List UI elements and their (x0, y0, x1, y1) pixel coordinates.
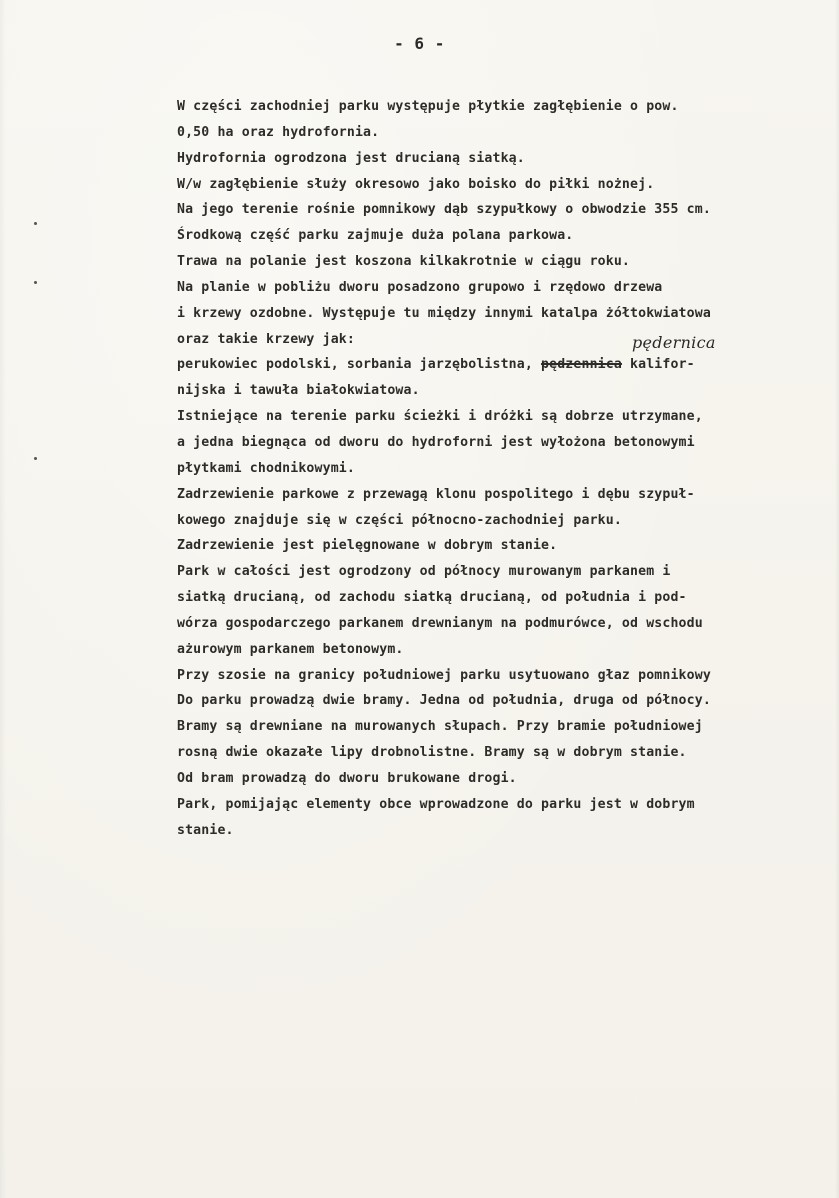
text-line: Trawa na polanie jest koszona kilkakrotnie w ciągu roku. (177, 254, 631, 270)
text-line: Na jego terenie rośnie pomnikowy dąb szypułkowy o obwodzie 355 cm. (177, 202, 711, 218)
text-line (177, 352, 837, 378)
text-line: Istniejące na terenie parku ścieżki i dróżki są dobrze utrzymane, (177, 409, 703, 425)
text-line: W/w zagłębienie służy okresowo jako boisko do piłki nożnej. (177, 176, 655, 192)
text-segment: kalifor- (621, 357, 695, 373)
text-line: Od bram prowadzą do dworu brukowane drogi. (177, 770, 517, 786)
text-line: Hydrofornia ogrodzona jest drucianą siatką. (177, 150, 525, 166)
text-line: Zadrzewienie jest pielęgnowane w dobrym stanie. (177, 538, 558, 554)
margin-dot-mark (34, 222, 37, 225)
text-line: Park, pomijając elementy obce wprowadzone do parku jest w dobrym (177, 796, 695, 812)
text-line: Do parku prowadzą dwie bramy. Jedna od południa, druga od północy. (177, 693, 711, 709)
text-line: Bramy są drewniane na murowanych słupach. Przy bramie południowej (177, 719, 703, 735)
margin-dot-mark (34, 281, 37, 284)
page-number: - 6 - (394, 34, 445, 53)
text-line: Na planie w pobliżu dworu posadzono grupowo i rzędowo drzewa (177, 279, 663, 295)
text-line: Przy szosie na granicy południowej parku usytuowano głaz pomnikowy (177, 667, 711, 683)
text-line: nijska i tawuła białokwiatowa. (177, 383, 420, 399)
handwritten-correction: pędernica (632, 333, 716, 352)
text-line: wórza gospodarczego parkanem drewnianym na podmurówce, od wschodu (177, 615, 703, 631)
text-line: rosną dwie okazałe lipy drobnolistne. Bramy są w dobrym stanie. (177, 745, 687, 761)
text-line: W części zachodniej parku występuje płytkie zagłębienie o pow. (177, 99, 679, 114)
text-line: siatką drucianą, od zachodu siatką drucianą, od południa i pod- (177, 590, 687, 606)
text-line: Środkową część parku zajmuje duża polana parkowa. (177, 228, 574, 244)
typewritten-body (177, 94, 837, 843)
page-left-edge-shadow (0, 0, 6, 1198)
text-line: kowego znajduje się w części północno-zachodniej parku. (177, 512, 622, 528)
margin-dot-mark (34, 457, 37, 460)
text-line: Park w całości jest ogrodzony od północy murowanym parkanem i (177, 564, 671, 580)
text-segment: perukowiec podolski, sorbania jarzębolistna, (177, 357, 542, 373)
struck-word: pędzennica (541, 357, 622, 373)
text-line: Zadrzewienie parkowe z przewagą klonu pospolitego i dębu szypuł- (177, 486, 695, 502)
text-line: ażurowym parkanem betonowym. (177, 641, 404, 657)
text-line: płytkami chodnikowymi. (177, 460, 355, 476)
text-line: stanie. (177, 822, 234, 838)
text-line: a jedna biegnąca od dworu do hydroforni jest wyłożona betonowymi (177, 434, 695, 450)
text-line: i krzewy ozdobne. Występuje tu między innymi katalpa żółtokwiatowa (177, 305, 711, 321)
text-line: 0,50 ha oraz hydrofornia. (177, 124, 380, 140)
text-line: oraz takie krzewy jak: (177, 331, 355, 347)
